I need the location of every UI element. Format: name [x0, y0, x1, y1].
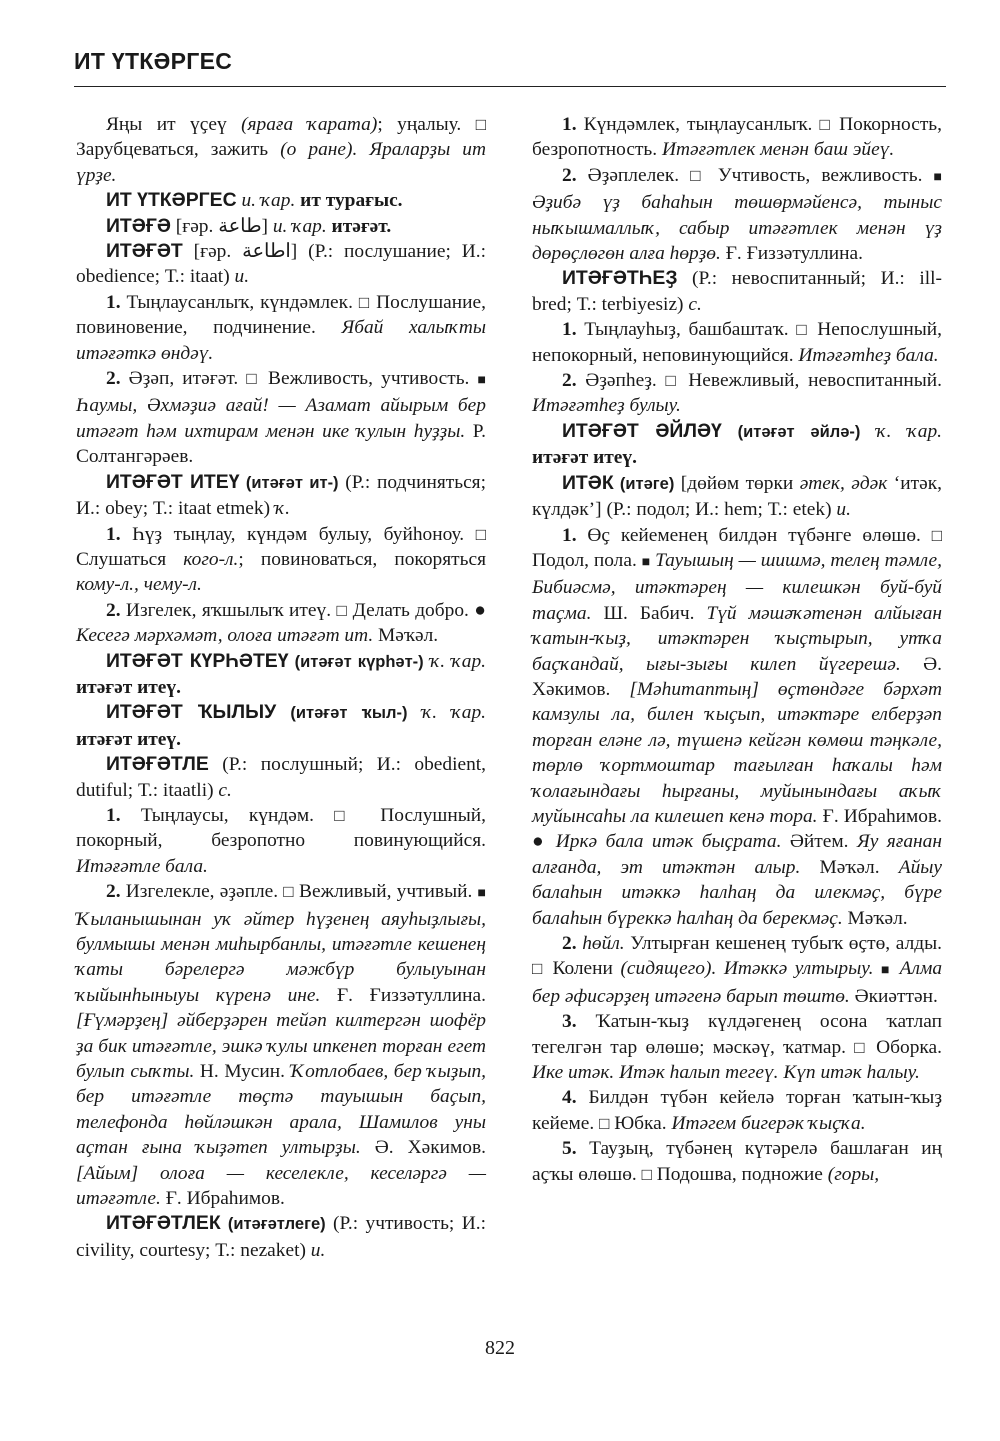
- headword: ИТӘҒӘТЛЕ: [106, 753, 209, 776]
- square-marker-icon: □: [641, 1164, 652, 1184]
- sense-2: 2. Изгелекле, әҙәпле. □ Вежливый, учтивый. ■ Ҡыланышынан уҡ әйтер һүҙенең аяуһыҙлығы, булмышы менән миһырбанлы, итәғәтле кешенең ҡаты бәрелергә мәжбүр булыуынан ҡыйынһыныуы күренә ине. Ғ. Ғиззәтуллина. [Ғүмәрҙең] әйберҙәрен тейәп килтергән шофёр ҙа бик итәғәтле, эшкә ҡулы ипкенеп торған егет булып сыҡты. Н. Мусин. Ҡотлобаев, бер ҡыҙып, бер итәғәтле төҫтә тауышын баҫып, телефонда һөйләшкән арала, Шамилов уны аҫтан ғына ҡыҙәтеп ултырҙы. Ә. Хәкимов. [Айым] олоға — кеселекле, кеселәргә — итәғәтле. Ғ. Ибраһимов.: [76, 881, 487, 1210]
- header-rule: [74, 86, 946, 87]
- headword: ИТӘҒӘТ ӘЙЛӘҮ: [562, 419, 722, 442]
- sense-2: 2. Әҙәп, итәғәт. □ Вежливость, учтивость. ■ Һаумы, Әхмәҙиә ағай! — Азамат айырым бер итәғәт һәм ихтирам менән ике ҡулын һуҙҙы. Р. Солтангәрәев.: [76, 368, 486, 468]
- left-column: [76, 112, 486, 1263]
- entry-iteghe: ИТӘҒӘ [ғәр. طاعة] и. ҡар. итәғәт.: [106, 214, 392, 237]
- bullet-icon: ●: [474, 599, 486, 621]
- sense-1: 1. Тыңлаусанлыҡ, күндәмлек. □ Послушание, повиновение, подчинение. Ябай халыҡты итәғәткә өндәү.: [76, 291, 486, 364]
- black-square-icon: ■: [880, 963, 893, 979]
- entry-iteghet-kylyu: ИТӘҒӘТ ҠЫЛЫУ (итәғәт ҡыл-) ҡ. ҡар. итәғәт итеү.: [76, 701, 486, 750]
- square-marker-icon: □: [334, 805, 360, 825]
- square-marker-icon: □: [854, 1037, 868, 1057]
- black-square-icon: ■: [641, 554, 651, 570]
- page-number: 822: [485, 1337, 515, 1359]
- entry-iteghetle: ИТӘҒӘТЛЕ (Р.: послушный; И.: obedient, dutiful; Т.: itaatli) с.: [76, 753, 486, 801]
- square-marker-icon: □: [336, 600, 348, 620]
- square-marker-icon: □: [665, 371, 680, 391]
- entry-iteghet: ИТӘҒӘТ [ғәр. اطاعة] (Р.: послушание; И.: obedience; Т.: itaat) и.: [76, 240, 486, 288]
- headword: ИТӘҒӘТҺЕҘ: [562, 267, 678, 290]
- headword: ИТӘҒӘТЛЕК: [106, 1212, 221, 1235]
- square-marker-icon: □: [931, 525, 942, 545]
- headword: ИТӘҒӘ: [106, 214, 171, 237]
- entry-iteghet-iteu: ИТӘҒӘТ ИТЕҮ (итәғәт ит-) (Р.: подчиняться; И.: obey; Т.: itaat etmek) ҡ.: [76, 470, 486, 520]
- square-marker-icon: □: [475, 524, 486, 544]
- sense-1: 1. Өҫ кейеменең билдән түбәнге өлөшө. □ Подол, пола. ■ Тауышың — шишмә, телең тәмле, Бибиәсмә, итәктәрең — килешкән буй-буй таҫма. Ш. Бабич. Түй мәшәҡәтенән алйыған ҡатын-ҡыҙ, итәктәрен ҡыҫтырып, утҡа баҫҡандай, ығы-зығы килеп йүгерешә. Ә. Хәкимов. [Мәһитаптың] өҫтөндәге бәрхәт камзулы ла, билен ҡыҫып, итәктәре елберҙәп торған еләне лә, түшенә кейгән көмөш тәңкәле, төрлө ҡортмоштар тағылған һаҡалы һәм ҡолағындағы һырғаны, муйынындағы аҡыҡ муйынсаһы ла килешеп кенә тора. Ғ. Ибраһимов. ● Иркә бала итәк быҫрата. Әйтем. Яу яғанан алғанда, эт итәктән алыр. Мәҡәл. Айыу балаһын итәккә һалһаң да илекмәҫ, бүре балаһын бүреккә һалһаң да берекмәҫ. Мәҡәл.: [532, 524, 943, 929]
- square-marker-icon: □: [358, 292, 371, 312]
- headword: ИТӘҒӘТ КҮРҺӘТЕҮ: [106, 649, 289, 672]
- sense-1: 1. Күндәмлек, тыңлаусанлыҡ. □ Покорность, безропотность. Итәғәтлек менән баш эйеү.: [532, 114, 942, 161]
- square-marker-icon: □: [283, 882, 294, 902]
- entry-iteghet-kurhateu: ИТӘҒӘТ КҮРҺӘТЕҮ (итәғәт күрһәт-) ҡ. ҡар. итәғәт итеү.: [76, 649, 486, 698]
- sense-2: 2. Әҙәпһеҙ. □ Невежливый, невоспитанный. Итәғәтһеҙ булыу.: [532, 370, 942, 417]
- sense-3: 3. Ҡатын-ҡыҙ күлдәгенең осона ҡатлап тегелгән тар өлөшө; мәскәү, ҡатмар. □ Оборка. Ике итәк. Итәк һалып тегеү. Күп итәк һалыу.: [532, 1011, 942, 1084]
- black-square-icon: ■: [477, 886, 486, 902]
- entry-it-utkerges: ИТ ҮТКӘРГЕС и. ҡар. ит турағыс.: [106, 189, 403, 212]
- entry-iteghet-eyleu: ИТӘҒӘТ ӘЙЛӘҮ (итәғәт әйлә-) ҡ. ҡар. итәғәт итеү.: [532, 419, 942, 469]
- sense-2: 2. Изгелек, яҡшылыҡ итеү. □ Делать добро. ● Кесегә мәрхәмәт, олоға итәғәт ит. Мәҡәл.: [76, 599, 486, 647]
- sense-2: 2. һөйл. Ултырған кешенең тубыҡ өҫтө, алды. □ Колени (сидящего). Итәккә ултырыу. ■ Алма бер әфисәрҙең итәгенә барып төштө. Әкиәттән.: [532, 933, 943, 1007]
- square-marker-icon: □: [532, 959, 545, 979]
- entry-continuation: Яңы ит үҫеү (яраға ҡарата); уңалыу. □ Зарубцеваться, зажить (о ране). Яраларҙы ит үрҙе.: [76, 114, 486, 186]
- sense-1: 1. Тыңлауһыҙ, башбаштаҡ. □ Непослушный, непокорный, неповинующийся. Итәғәтһеҙ бала.: [532, 319, 942, 366]
- headword: ИТ ҮТКӘРГЕС: [106, 189, 237, 212]
- headword: ИТӘҒӘТ: [106, 240, 183, 263]
- sense-2: 2. Әҙәплелек. □ Учтивость, вежливость. ■ Әҙибә үҙ баһаһын төшөрмәйенсә, тыныс ныҡышмаллыҡ, сабыр итәғәтлек менән үҙ дөрөҫлөгөн алға һөрҙө. Ғ. Ғиззәтуллина.: [532, 164, 942, 265]
- bullet-icon: ●: [532, 831, 548, 853]
- square-marker-icon: □: [690, 165, 707, 185]
- sense-4: 4. Билдән түбән кейелә торған ҡатын-ҡыҙ кейеме. □ Юбка. Итәгем бигерәк ҡыҫҡа.: [532, 1087, 942, 1134]
- right-column: [532, 112, 942, 1187]
- entry-iteghetlek: ИТӘҒӘТЛЕК (итәғәтлеге) (Р.: учтивость; И.: civility, courtesy; Т.: nezaket) и.: [76, 1212, 486, 1261]
- headword: ИТӘҒӘТ ҠЫЛЫУ: [106, 701, 277, 724]
- sense-1: 1. Һүҙ тыңлау, күндәм булыу, буйһоноу. □ Слушаться кого-л.; повиноваться, покоряться кому-л., чему-л.: [76, 523, 486, 596]
- headword: ИТӘК: [562, 471, 614, 494]
- headword: ИТӘҒӘТ ИТЕҮ: [106, 470, 240, 493]
- square-marker-icon: □: [796, 320, 810, 340]
- square-marker-icon: □: [819, 115, 833, 134]
- running-head: ИТ ҮТКӘРГЕС: [74, 48, 233, 74]
- black-square-icon: ■: [933, 169, 942, 185]
- square-marker-icon: □: [599, 1113, 610, 1133]
- entry-itek: ИТӘК (итәге) [дөйөм төрки әтек, әдәк ‘итәк, күлдәк’] (Р.: подол; И.: hem; Т.: etek) и.: [532, 471, 942, 521]
- square-marker-icon: □: [475, 115, 486, 134]
- entry-iteghethez: ИТӘҒӘТҺЕҘ (Р.: невоспитанный; И.: ill-bred; Т.: terbiyesiz) с.: [532, 267, 942, 315]
- sense-1: 1. Тыңлаусы, күндәм. □ Послушный, покорный, безропотно повинующийся. Итәғәтле бала.: [76, 804, 486, 877]
- square-marker-icon: □: [246, 369, 260, 389]
- black-square-icon: ■: [477, 373, 486, 389]
- sense-5: 5. Тауҙың, түбәнең күтәрелә башлаған иң аҫҡы өлөшө. □ Подошва, подножие (горы,: [532, 1138, 942, 1185]
